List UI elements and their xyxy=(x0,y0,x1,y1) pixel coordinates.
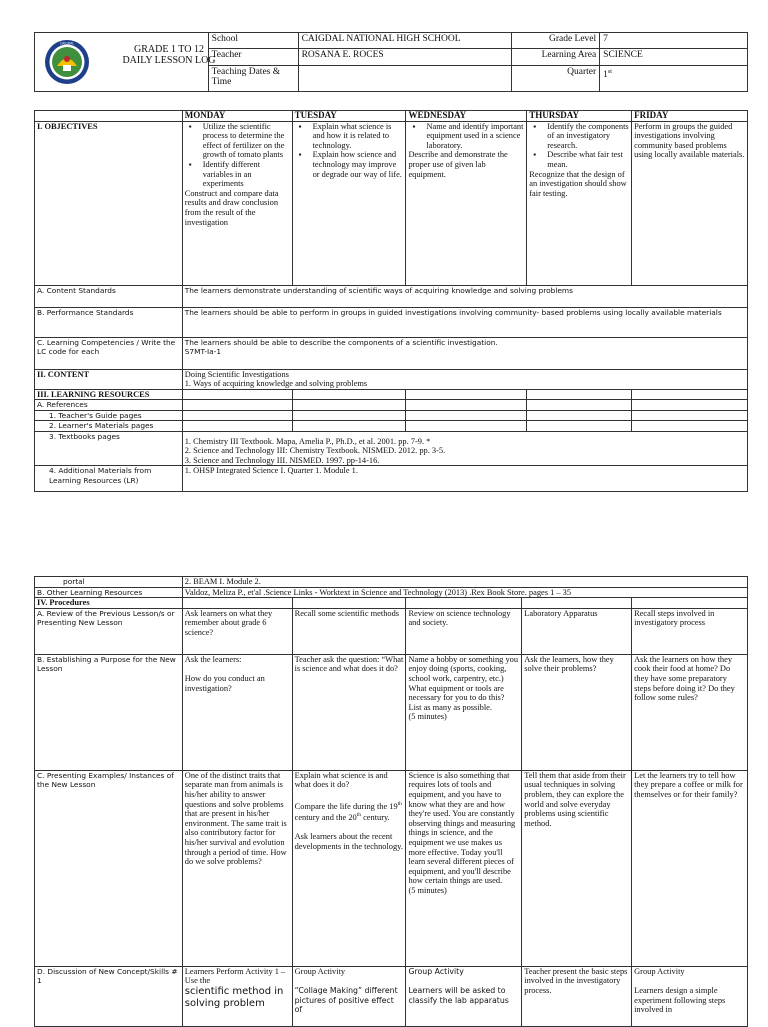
objective-bullet: ▪ Identify the components of an investigatory research. xyxy=(547,122,629,151)
discussion-tuesday xyxy=(292,966,406,1026)
discussion-thursday: Teacher present the basic steps involved in the investigatory process. xyxy=(522,966,632,1026)
textbook-entry: 2. Science and Technology III: Chemistry Textbook. NISMED. 2012. pp. 3-5. xyxy=(184,446,446,456)
portal-value: 2. BEAM I. Module 2. xyxy=(182,577,747,588)
textbooks-label: 3. Textbooks pages xyxy=(35,431,183,466)
day-header-thursday: THURSDAY xyxy=(527,111,632,122)
competencies-code: S7MT-Ia-1 xyxy=(184,347,222,356)
examples-friday: Let the learners try to tell how they prepare a coffee or milk for themselves or for their family? xyxy=(632,770,748,966)
header-table xyxy=(34,32,748,92)
examples-label: C. Presenting Examples/ Instances of the New Lesson xyxy=(35,770,183,966)
other-resources-label: B. Other Learning Resources xyxy=(35,587,183,598)
objective-text: Recognize that the design of an investigation should show fair testing. xyxy=(529,169,627,198)
discussion-text: “Collage Making” different pictures of positive effect of xyxy=(294,985,398,1015)
discussion-text: Learners will be asked to classify the lab apparatus xyxy=(408,985,509,1005)
portal-label: portal xyxy=(35,577,183,588)
textbook-entry: 1. Chemistry III Textbook. Mapa, Amelia P., Ph.D., et al. 2001. pp. 7-9. * xyxy=(184,436,431,446)
compare-text: century and the 20 xyxy=(294,812,357,822)
superscript: th xyxy=(356,811,361,818)
learning-area-value: SCIENCE xyxy=(600,49,748,65)
review-wednesday: Review on science technology and society. xyxy=(406,608,522,654)
additional-materials-label: 4. Additional Materials from Learning Resources (LR) xyxy=(35,466,183,492)
examples-thursday: Tell them that aside from their usual techniques in solving problem, they can explore the world and solve everyday problems using scientific method. xyxy=(522,770,632,966)
school-label: School xyxy=(208,33,298,49)
discussion-text: Group Activity xyxy=(294,966,346,976)
school-seal-logo xyxy=(44,39,90,85)
objectives-wednesday xyxy=(406,121,527,285)
learning-resources-label: III. LEARNING RESOURCES xyxy=(35,389,183,400)
lesson-table-page2 xyxy=(34,576,748,1027)
teaching-dates-label: Teaching Dates & Time xyxy=(208,65,298,91)
objectives-thursday xyxy=(527,121,632,285)
objective-bullet: ▪ Explain how science and technology may improve or degrade our way of life. xyxy=(313,150,404,179)
objective-text: Describe and demonstrate the proper use of given lab equipment. xyxy=(408,150,508,179)
quarter-suffix: st xyxy=(607,68,612,75)
textbooks-value xyxy=(182,431,747,466)
examples-monday: One of the distinct traits that separate man from animals is his/her ability to answer questions and solve problems that are present in his/her environment. The same trait is also contributory factor for his/her survival and evolution through a period of time. How do we solve problems? xyxy=(182,770,292,966)
grade-level-value: 7 xyxy=(600,33,748,49)
examples-wednesday: Science is also something that requires lots of tools and equipment, and you have to know what they are and how they're used. You are constantly observing things and measuring things in science, and the equipment we use makes us more effective. Today you'll learn several different pieces of equipment, and you'll describe how certain things are used. (5 minutes) xyxy=(406,770,522,966)
performance-standards-value: The learners should be able to perform in groups in guided investigations involving community- based problems using locally available materials xyxy=(182,307,747,337)
textbook-entry: 3. Science and Technology III. NISMED. 1997. pp-14-16. xyxy=(184,455,380,465)
purpose-tuesday: Teacher ask the question: “What is science and what does it do? xyxy=(292,654,406,770)
quarter-value xyxy=(600,65,748,91)
competencies-value xyxy=(182,337,747,369)
review-label: A. Review of the Previous Lesson/s or Presenting New Lesson xyxy=(35,608,183,654)
objectives-tuesday xyxy=(292,121,406,285)
purpose-label: B. Establishing a Purpose for the New Lesson xyxy=(35,654,183,770)
day-header-monday: MONDAY xyxy=(182,111,292,122)
content-line: 1. Ways of acquiring knowledge and solving problems xyxy=(184,379,368,389)
day-header-blank xyxy=(35,111,183,122)
discussion-label: D. Discussion of New Concept/Skills # 1 xyxy=(35,966,183,1026)
competencies-label: C. Learning Competencies / Write the LC code for each xyxy=(35,337,183,369)
header-title-cell xyxy=(35,33,216,92)
discussion-text: scientific method in solving problem xyxy=(184,985,284,1009)
quarter-number: 1 xyxy=(603,69,608,80)
performance-standards-label: B. Performance Standards xyxy=(35,307,183,337)
additional-materials-value: 1. OHSP Integrated Science I. Quarter 1. Module 1. xyxy=(182,466,747,492)
teacher-label: Teacher xyxy=(208,49,298,65)
compare-text: Compare the life during the 19 xyxy=(294,801,398,811)
review-monday: Ask learners on what they remember about grade 6 science? xyxy=(182,608,292,654)
examples-tuesday xyxy=(292,770,406,966)
discussion-friday xyxy=(632,966,748,1026)
review-friday: Recall steps involved in investigatory process xyxy=(632,608,748,654)
objective-text: Construct and compare data results and draw conclusion from the result of the investigation xyxy=(184,188,279,227)
objectives-monday xyxy=(182,121,292,285)
compare-text: century. xyxy=(360,812,390,822)
dll-title xyxy=(97,44,241,66)
objective-bullet: ▪ Explain what science is and how it is related to technology. xyxy=(313,122,404,151)
discussion-monday xyxy=(182,966,292,1026)
day-header-tuesday: TUESDAY xyxy=(292,111,406,122)
objective-bullet: ▪ Name and identify important equipment used in a science laboratory. xyxy=(426,122,524,151)
teacher-value: ROSANA E. ROCES xyxy=(298,49,512,65)
examples-tuesday-text: Ask learners about the recent developments in the technology. xyxy=(294,831,403,851)
purpose-wednesday: Name a hobby or something you enjoy doing (sports, cooking, school work, carpentry, etc.) What equipment or tools are necessary for you to do this? List as many as possible. (5 minutes) xyxy=(406,654,522,770)
purpose-thursday: Ask the learners, how they solve their problems? xyxy=(522,654,632,770)
procedures-label: IV. Procedures xyxy=(35,598,183,609)
objectives-label: I. OBJECTIVES xyxy=(35,121,183,285)
dll-title-line1: GRADE 1 TO 12 xyxy=(134,44,204,55)
learning-area-label: Learning Area xyxy=(512,49,600,65)
review-tuesday: Recall some scientific methods xyxy=(292,608,406,654)
examples-tuesday-text: Explain what science is and what does it do? xyxy=(294,770,388,790)
teaching-dates-value xyxy=(298,65,512,91)
objectives-friday: Perform in groups the guided investigations involving community based problems using locally available materials. xyxy=(632,121,748,285)
content-line: Doing Scientific Investigations xyxy=(184,369,289,379)
discussion-text: Learners design a simple experiment following steps involved in xyxy=(634,985,726,1015)
grade-level-label: Grade Level xyxy=(512,33,600,49)
content-standards-label: A. Content Standards xyxy=(35,285,183,307)
other-resources-value: Valdoz, Meliza P., et'al .Science Links - Worktext in Science and Technology (2013) .Rex Book Store. pages 1 – 35 xyxy=(182,587,747,598)
references-label: A. References xyxy=(35,400,183,410)
svg-text:CAIGDAL: CAIGDAL xyxy=(59,41,75,46)
discussion-text: Group Activity xyxy=(634,966,685,976)
objective-bullet: ▪ Identify different variables in an experiments xyxy=(203,160,290,189)
discussion-text: Learners Perform Activity 1 – Use the xyxy=(184,966,286,986)
teachers-guide-label: 1. Teacher's Guide pages xyxy=(35,410,183,420)
lesson-table-page1 xyxy=(34,110,748,492)
objective-bullet: ▪ Describe what fair test mean. xyxy=(547,150,629,169)
dll-title-line2: DAILY LESSON LOG xyxy=(122,55,216,66)
content-label: II. CONTENT xyxy=(35,369,183,389)
learners-materials-label: 2. Learner's Materials pages xyxy=(35,421,183,431)
review-thursday: Laboratory Apparatus xyxy=(522,608,632,654)
content-value xyxy=(182,369,747,389)
superscript: th xyxy=(397,800,402,807)
purpose-friday: Ask the learners on how they cook their food at home? Do they have some preparatory steps before doing it? Do they follow some rules? xyxy=(632,654,748,770)
day-header-wednesday: WEDNESDAY xyxy=(406,111,527,122)
objective-bullet: ▪ Utilize the scientific process to determine the effect of fertilizer on the growth of tomato plants xyxy=(203,122,290,160)
discussion-wednesday xyxy=(406,966,522,1026)
school-value: CAIGDAL NATIONAL HIGH SCHOOL xyxy=(298,33,512,49)
examples-tuesday-compare xyxy=(295,800,404,823)
discussion-text: Group Activity xyxy=(408,966,464,976)
content-standards-value: The learners demonstrate understanding of scientific ways of acquiring knowledge and solving problems xyxy=(182,285,747,307)
competencies-text: The learners should be able to describe the components of a scientific investigation. xyxy=(184,337,498,347)
quarter-label: Quarter xyxy=(512,65,600,91)
purpose-monday: Ask the learners: How do you conduct an investigation? xyxy=(182,654,292,770)
day-header-friday: FRIDAY xyxy=(632,111,748,122)
